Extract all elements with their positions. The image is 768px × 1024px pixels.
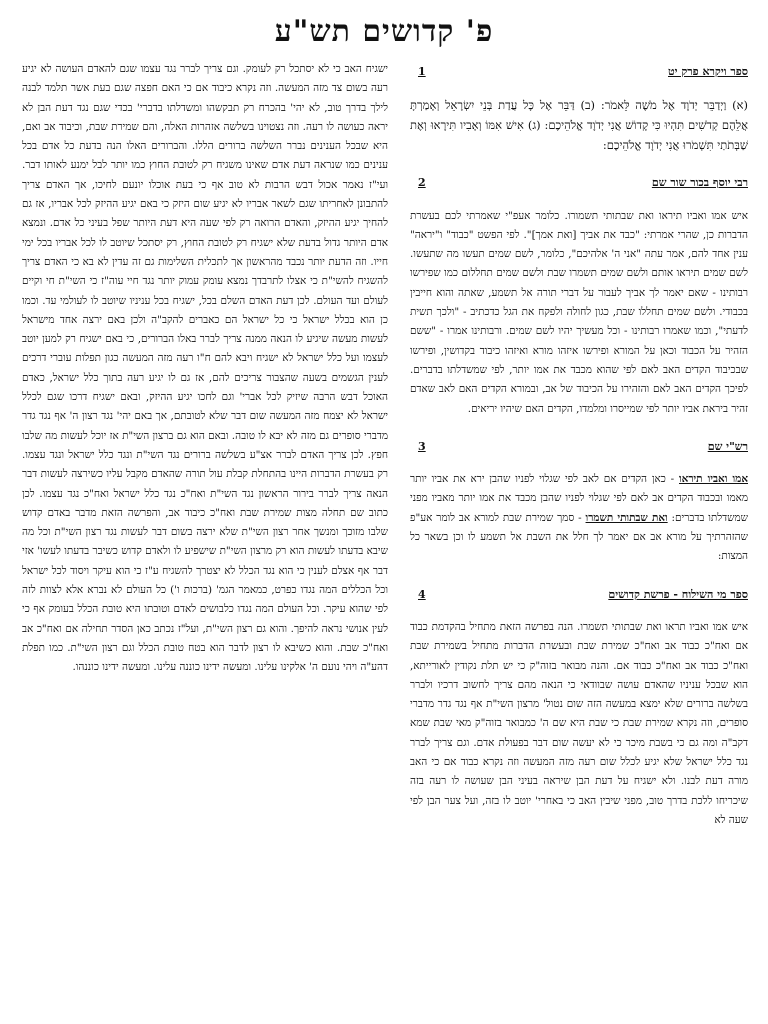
- section-number: 1: [418, 65, 426, 78]
- section-1: [410, 62, 748, 155]
- section-number: 3: [418, 439, 426, 453]
- continued-text: ישגיח האב כי לא יסתכל רק לעומק. וגם צריך לברר נגד עצמו שגם להאדם העושה לא יגיע רעה בשום צד מזה המעשה. וזה נקרא כיבוד אם כי האם חפצה שגם בעת אשר תלמד לבנה לילך בדרך טוב, לא יהי' בהכרח רק תבקשהו ומשדלתו בדברי' בכדי שגם נגד דעת הבן לא יראה כעושה לו רעה. וזה נצטוינו בשלשה אזהרות האלה, והם שמירת שבת, וכיבוד אב ואם, היא שבכל הענינים נברר השלשה ברורים הללו. והברורים האלו הנה בדעת כל אדם בכל ענינים כמו שנראה דעת אדם שאינו משגיח רק לטובת החוץ כמו יותר לבל ימנע לאותו דבר. ועי"ז נאמר אכול דבש הרבות לא טוב אף כי בעת אוכלו יונעם לחיכו, אך האדם צריך להתבונן לאחריתו שגם לשאר אבריו לא יגיע שום היזק כי באם יגיע ההיזק לכל אבריו, אז גם להחיך יגיע ההיזק, והאדם הרואה רק לפי שעה היא דעת היותר שפל בעיני כל אדם. ונמצא אדם היותר גדול בדעת שלא ישגיח רק לטובת החוץ, רק יסתכל שיוטב לו לכל אבריו בכל ימי חייו. וזה הדעת יותר נכבד מהראשון אך לתכלית השלימות גם זה עדין לא בא כי האדם צריך להשגיח להשי"ת כי אצלו לתרבדך נמצא עומק עמוק יותר נגד חיי עוה"ז כי השי"ת חי וקיים לעולם ועד העולם. לכן דעת האדם השלם בכל, ישגיח בכל עניניו שיוטב לו לעולמי עד. וכמו כן הוא בכלל ישראל כי כל ישראל הם כאברים להקב"ה ולכן באם ירצה אחד מישראל לעשות מעשה שיגיע לו הנאה ממנה צריך לברר באלו הברורים, כי באם ישגיח רק למען יוטב לעצמו ועל כלל ישראל לא ישגיח ויבא להם ח"ו רעה מזה המעשה כגון תפלות עוברי דרכים לענין הגשמים בשעה שהצבור צריכים להם, אז גם לו יגיע רעה בתוך כלל ישראל, כאדם האוכל דבש הרבה שיזיק לכל אברי' וגם לחכו יגיע ההיזק, ובאם ישגיח דרכו שגם לכלל ישראל לא יצמח מזה המעשה שום דבר שלא לטובתם, אך באם יהי' נגד רצון ה' אף נגד גדר מדברי סופרים גם מזה לא יבא לו טובה. ובאם הוא גם ברצון השי"ת אז יוכל לעשות מה שלבו חפץ. לכן צריך האדם לברר אצ"ע בשלשה ברורים נגד השי"ת ונגד כלל ישראל ונגד עצמו. רק בעשרת הדברות היינו בהתחלת קבלת עול תורה שהאדם מקבל עליו כשירצה לעשות דבר הנאה צריך לברר בירור הראשון נגד השי"ת ואח"כ נגד כלל ישראל ואח"כ נגד עצמו. לכן כתוב שם תחלה מצות שמירת שבת ואח"כ כיבוד אב, והפרשה הזאת מדבר באדם קדוש שלבו מזוכך ומנשך אחר רצון השי"ת שלא ירצה בשום דבר לעשות נגד רצון השי"ת וכל מה שיבא בדעתו לעשות הוא רק מרצון השי"ת שישפיע לו ולאדם קדוש כשיבר בדעתו לעשו' אזי דבר אף אצלם לענין כי הוא נגד הכלל לא יצטרך להשגיח ע"ז כי הוא עיקר ויסוד לכל ישראל וכל הכללים המה נגדו כפרט, כמאמר הגמ' (ברכות ו') כל העולם לא נברא אלא לצוות לזה לפי שהוא עיקר. וכל העולם המה נגדו כלבושים לאדם וטובתו היא טובת הכלל בעומק אף כי לעין אנושי נראה להיפך. והוא גם רצון השי"ת, ועל"ז נכתב כאן הסדר תחילה אם ואח"כ אב ואח"כ שבת. והוא כשיבא לו רצון לדבר הוא בטח טובת הכלל וגם רצון השי"ת. כמו תפלת דהע"ה ויהי נועם ה' אלקינו עלינו. ומעשה ידינו כוננה עלינו. ומעשה ידינו כוננהו.: [22, 63, 388, 674]
- section-number: 4: [418, 587, 426, 601]
- commentary-text: - כאן הקדים אם לאב לפי שגלוי לפניו שהבן ירא את אביו יותר מאמו ובכבוד הקדים אב לאם לפי שגלוי לפניו שהבן מכבד את אמו יותר מאביו מפני שמשדלתו בדברים:: [410, 473, 748, 524]
- section-header: [410, 62, 748, 81]
- section-header: [410, 173, 748, 192]
- section-4: [410, 585, 748, 831]
- section-title: רבי יוסף בכור שור שם: [651, 176, 748, 190]
- section-number: 2: [418, 176, 426, 190]
- section-title: ספר מי השילוח - פרשת קדושים: [608, 587, 748, 601]
- section-text: (א) וַיְדַבֵּר יְדֹוָד אֶל מֹשֶׁה לֵּאמֹר: (ב) דַּבֵּר אֶל כָּל עֲדַת בְּנֵי יִשְׂרָאֵל וְאָמַרְתָּ אֲלֵהֶם קְדֹשִׁים תִּהְיוּ כִּי קָדוֹשׁ אֲנִי יְדֹוָד אֱלֹהֵיכֶם: (ג) אִישׁ אִמּוֹ וְאָבִיו תִּירָאוּ וְאֶת שַׁבְּתֹתַי תִּשְׁמֹרוּ אֲנִי יְדֹוָד אֱלֹהֵיכֶם:: [410, 98, 748, 153]
- section-2: [410, 173, 748, 419]
- section-text: איש אמו ואביו תיראו ואת שבתותי תשמורו. כלומר אעפ"י שאמרתי לכם בעשרת הדברות כן, שהרי אמרתי: "כבד את אביך [ואת אמך]". לפי הפשט "כבוד" ו"יראה" ענין אחד להם, אמר עתה "אני ה' אלהיכם", כלומר, לשם שמים תעשו מה שתעשו. לשם שמים תיראו אותם ולשם שמים תשמרו שבת ולשם שמים תחללום כמו שפירשו רבותינו - שאם יאמר לך אביך לעבור על דברי תורה אל תשמע, שאתה והוא חייבין בכבודי. ולשם שמים תחללו שבת, כגון לחולה ולפקח את הגל כדכתיב - "ולכך תשית לדעתי", וכמו שאמרו רבותינו - וכל מעשיך יהיו לשם שמים. ורבותינו אמרו - "ששם הזהיר על הכבוד וכאן על המורא ופירשו איזהו מורא ואיזהו כיבוד בקדושין, ופירשו שבכיבוד הקדים האב לאם לפי שהוא מכבד את אמו יותר, לפי שמשדלתו בדברים. לפיכך הקדים האב לאם והזהירו על הכיבוד של אב, ובמורא הקדים האם לאב שאדם זהיר ביראת אביו יותר לפי שמייסרו ומלמדו, הקדים האם שיהיו יריאים.: [410, 209, 748, 415]
- page-title: פ' קדושים תש"ע: [274, 14, 494, 49]
- section-text: [410, 470, 748, 566]
- section-title: ספר ויקרא פרק יט: [668, 65, 748, 78]
- section-header: [410, 585, 748, 604]
- right-column: [410, 60, 748, 1010]
- section-title: רש"י שם: [707, 439, 748, 453]
- left-column: [22, 60, 388, 1010]
- section-3: [410, 437, 748, 567]
- section-header: [410, 437, 748, 456]
- lead-phrase: אמו ואביו תיראו: [679, 473, 748, 486]
- lead-phrase: ואת שבתותי תשמרו: [585, 511, 668, 524]
- section-text: איש אמו ואביו תראו ואת שבתותי תשמרו. הנה בפרשה הזאת מתחיל בהקדמת כבוד אם ואח"כ כבוד אב ואח"כ שמירת שבת ובעשרת הדברות מתחיל בשמירת שבת ואח"כ כבוד אב ואח"כ כבוד אם. והנה מבואר בזוה"ק כי יש תלת נקודין לאורייתא, הוא שבכל עניניו שהאדם עושה שבוודאי כי הנאה מהם צריך לחשוב דרכיו ולברר בשלשה ברורים שלא ימצא במעשה הזה שום נטול' מרצון השי"ת אף נגד גדר מדברי סופרים, וזה נקרא שמירת שבת כי שבת היא שם ה' כמבואר בזוה"ק מאי שבת שמא דקב"ה ומה גם כי בשבת מיכר כי לא יעשה שום דבר בפעולת אדם. וגם צריך לברר נגד כלל ישראל שלא יגיע לכלל שום רעה מזה המעשה וזה נקרא כבוד אם כי האב מורה דעת לבנו. ולא ישגיח על דעת הבן שיראה בעיני הבן שעושה לו רעה בזה שיכריחו ללכת בדרך טוב, מפני שיבין האב כי באחרי' יוטב לו בזה, ועל צער הבן לפי שעה לא: [410, 620, 748, 826]
- commentary-text: - סמך שמירת שבת למורא אב לומר אע"פ שהזהרתיך על מורא אב אם יאמר לך חלל את השבת אל תשמע לו וכן בשאר כל המצות:: [410, 511, 748, 563]
